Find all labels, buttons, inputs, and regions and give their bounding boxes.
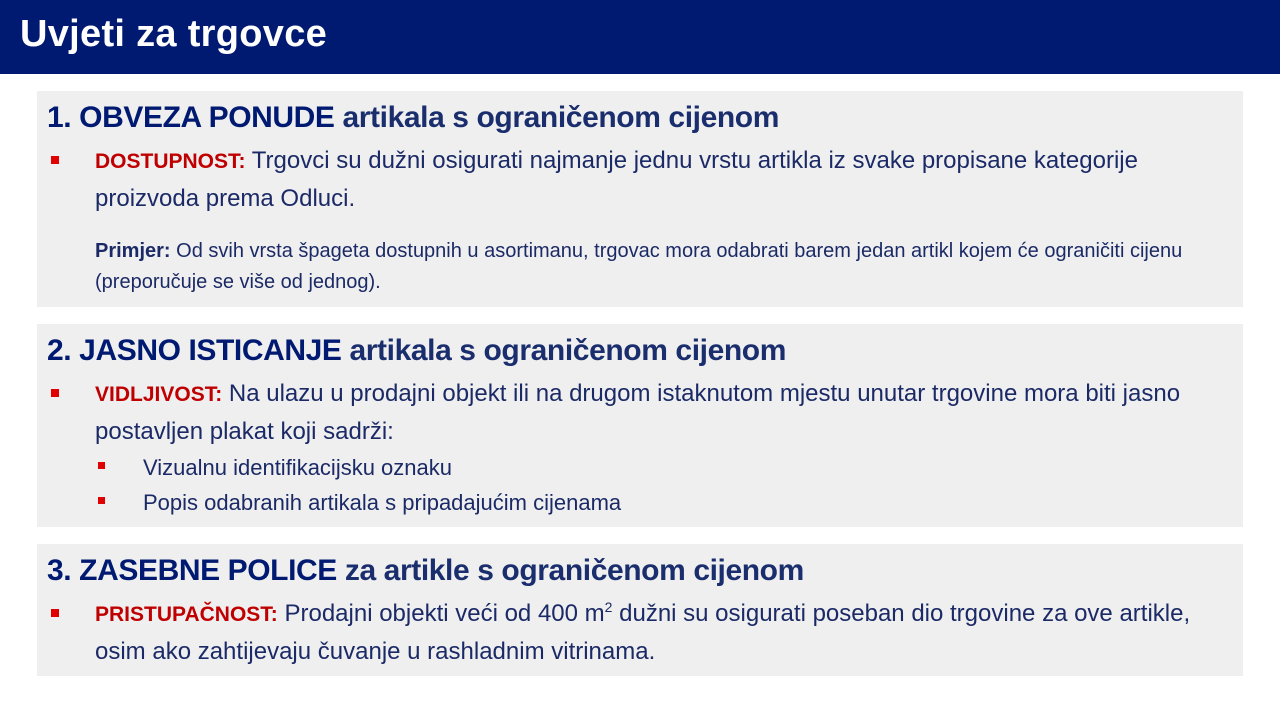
superscript: 2 bbox=[604, 599, 613, 615]
heading-rest: artikala s ograničenom cijenom bbox=[341, 334, 786, 367]
heading-rest: artikala s ograničenom cijenom bbox=[334, 101, 779, 134]
section-heading bbox=[47, 554, 804, 588]
section-heading bbox=[47, 101, 779, 135]
section-jasno-isticanje bbox=[37, 324, 1243, 527]
section-item bbox=[95, 142, 1235, 217]
example bbox=[95, 236, 1225, 298]
sub-bullet-icon bbox=[98, 462, 105, 469]
sub-item: Popis odabranih artikala s pripadajućim cijenama bbox=[143, 490, 622, 515]
heading-strong: 1. OBVEZA PONUDE bbox=[47, 101, 335, 134]
section-item bbox=[95, 595, 1235, 670]
keyword: PRISTUPAČNOST: bbox=[95, 603, 278, 626]
section-item bbox=[95, 375, 1235, 450]
keyword: VIDLJIVOST: bbox=[95, 383, 223, 406]
heading-strong: 3. ZASEBNE POLICE bbox=[47, 554, 337, 587]
item-text-after: dužni su osigurati poseban dio trgovine za ove artikle, osim ako zahtijevaju čuvanje u rashladnim vitrinama. bbox=[95, 600, 1191, 665]
section-heading bbox=[47, 334, 786, 368]
heading-rest: za artikle s ograničenom cijenom bbox=[336, 554, 804, 587]
example-text: Od svih vrsta špageta dostupnih u asortimanu, trgovac mora odabrati barem jedan artikl kojem će ograničiti cijenu (preporučuje se više od jednog). bbox=[95, 240, 1183, 293]
section-obveza-ponude bbox=[37, 91, 1243, 307]
sub-item: Vizualnu identifikacijsku oznaku bbox=[143, 455, 452, 480]
sub-bullet-icon bbox=[98, 497, 105, 504]
example-label: Primjer: bbox=[95, 240, 171, 262]
heading-strong: 2. JASNO ISTICANJE bbox=[47, 334, 342, 367]
bullet-icon bbox=[51, 156, 59, 164]
item-text-before: Prodajni objekti veći od 400 m bbox=[277, 600, 605, 627]
keyword: DOSTUPNOST: bbox=[95, 150, 246, 173]
item-text: Trgovci su dužni osigurati najmanje jednu vrstu artikla iz svake propisane kategorije proizvoda prema Odluci. bbox=[95, 147, 1138, 212]
bullet-icon bbox=[51, 609, 59, 617]
title-bar bbox=[0, 0, 1280, 74]
section-zasebne-police bbox=[37, 544, 1243, 676]
item-text: Na ulazu u prodajni objekt ili na drugom istaknutom mjestu unutar trgovine mora biti jasno postavljen plakat koji sadrži: bbox=[95, 380, 1181, 445]
slide-title: Uvjeti za trgovce bbox=[20, 13, 328, 55]
bullet-icon bbox=[51, 389, 59, 397]
